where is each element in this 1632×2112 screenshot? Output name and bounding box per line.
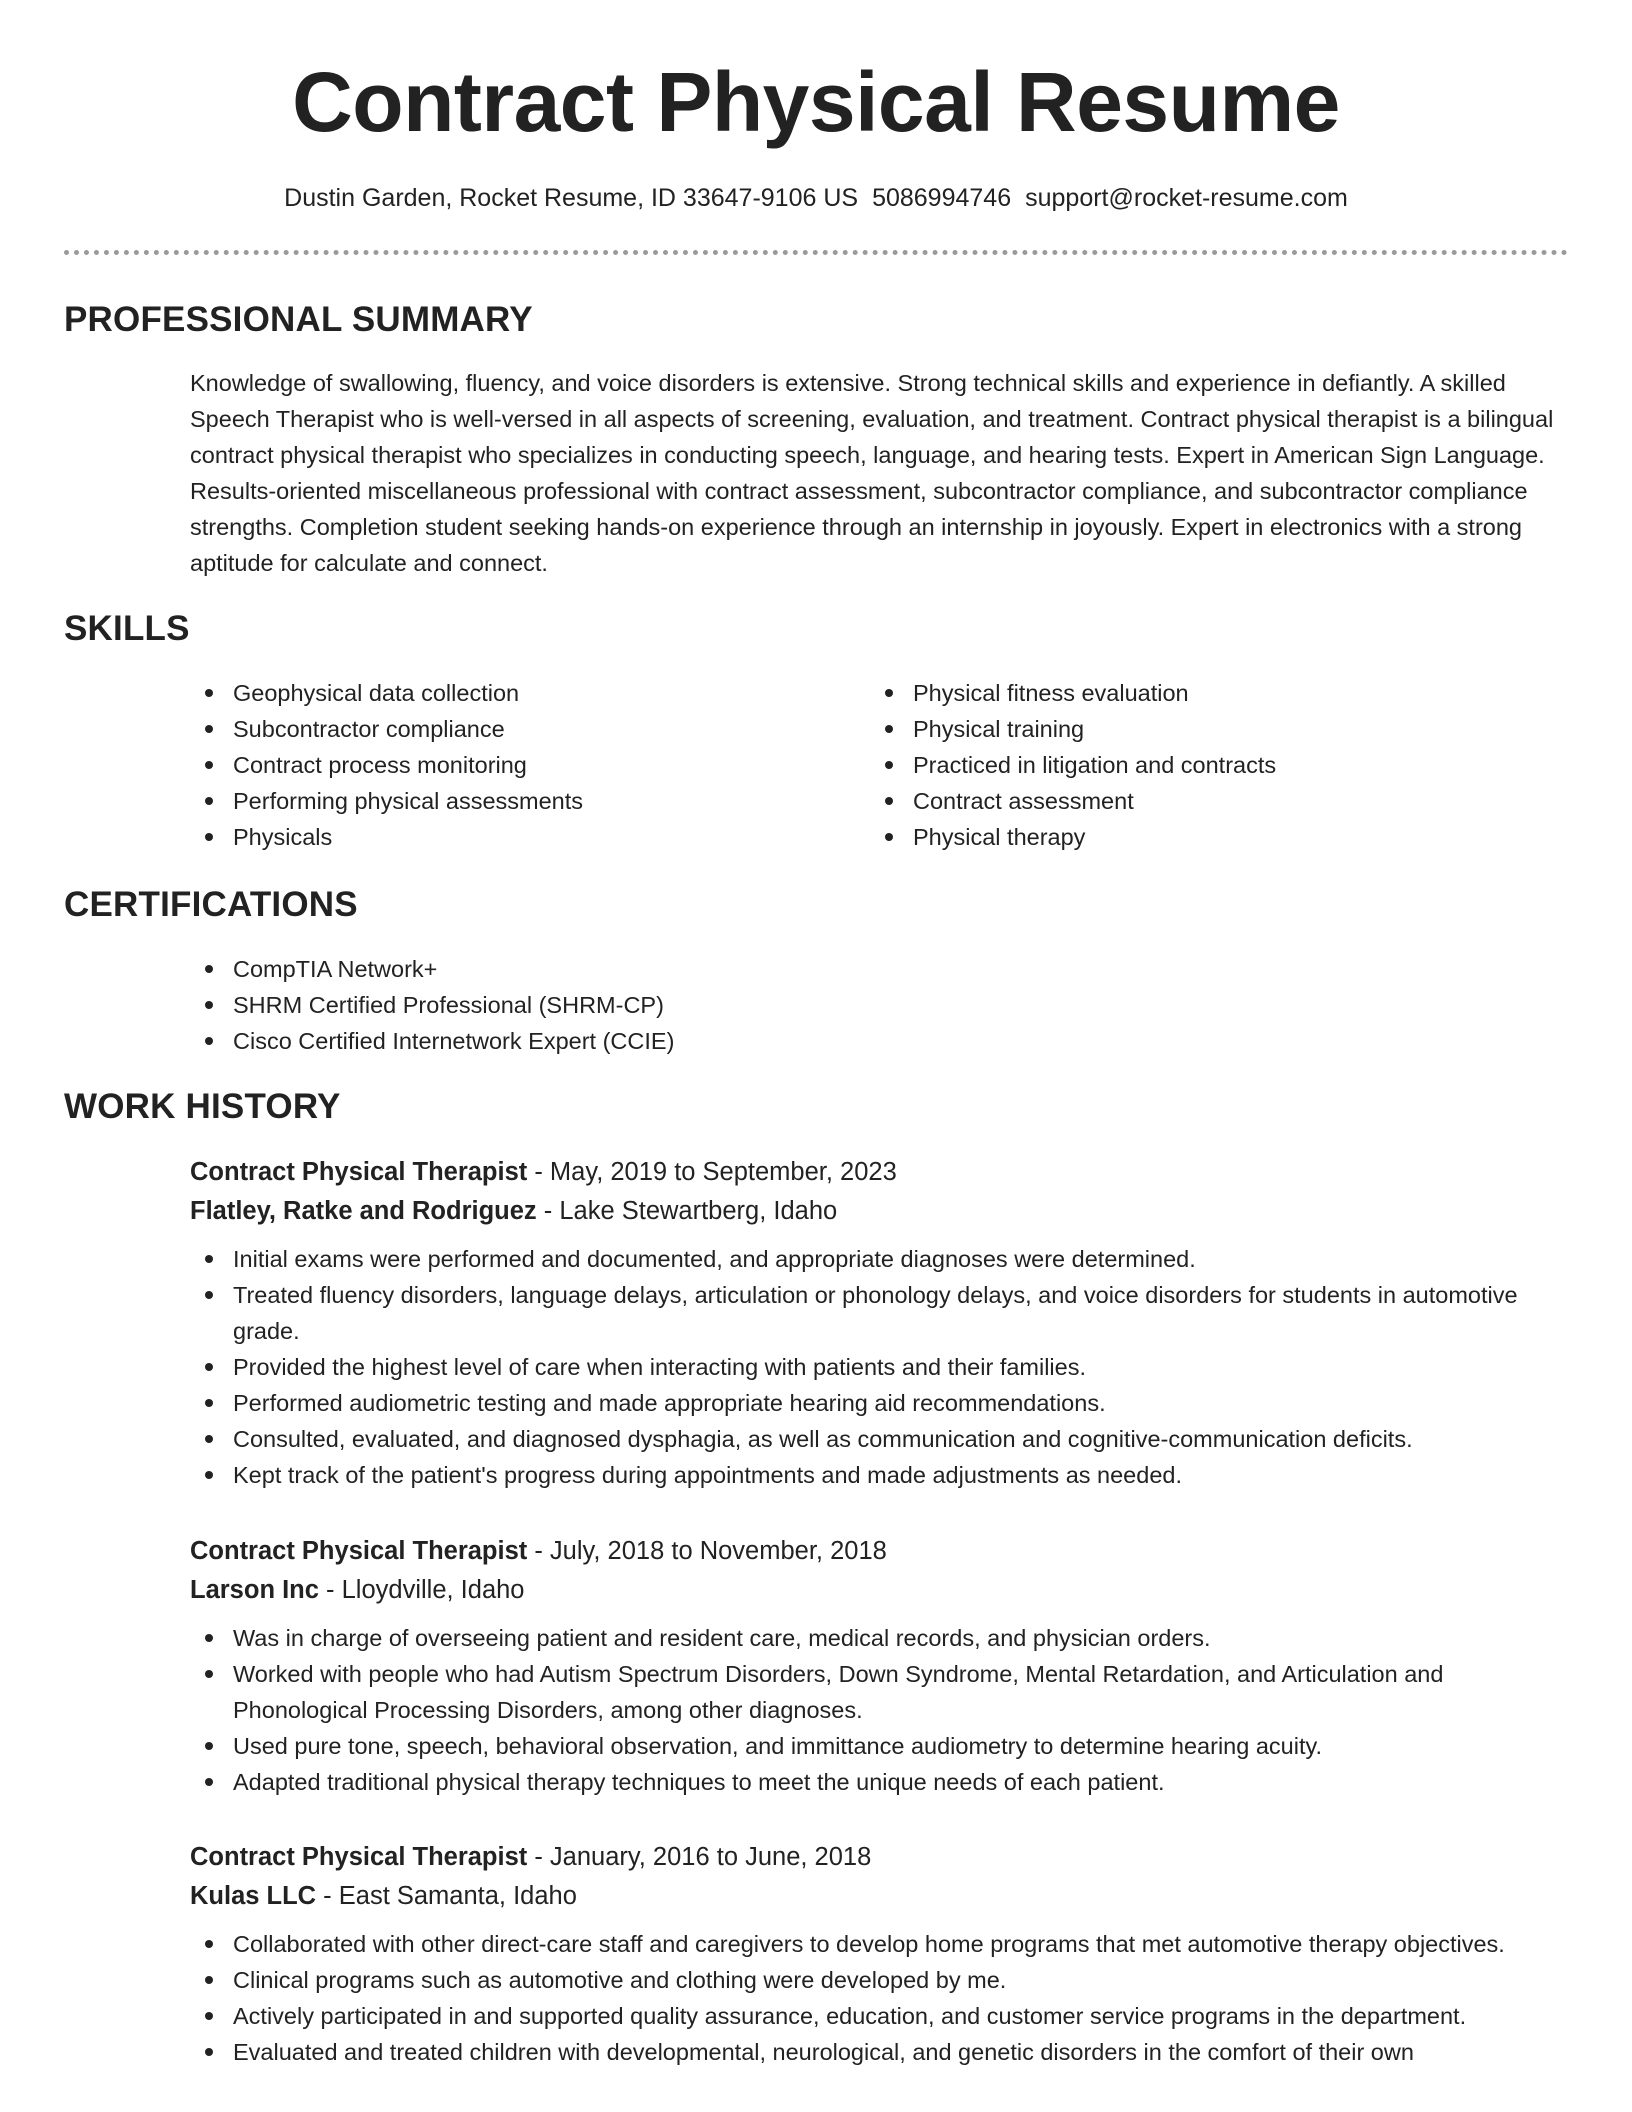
job-bullet: Provided the highest level of care when interacting with patients and their families. [190,1349,1570,1385]
job-bullet: Treated fluency disorders, language delays, articulation or phonology delays, and voice disorders for students in automotive grade. [190,1277,1570,1349]
certifications-list [190,951,1190,1059]
job-bullet: Initial exams were performed and documented, and appropriate diagnoses were determined. [190,1241,1570,1277]
contact-line [0,180,1632,216]
skill-item: Subcontractor compliance [190,711,850,747]
job-company: Kulas LLC [190,1882,317,1910]
job-bullet: Adapted traditional physical therapy techniques to meet the unique needs of each patient. [190,1764,1570,1800]
job-title-line [190,1838,1570,1877]
certification-item: Cisco Certified Internetwork Expert (CCIE) [190,1023,1190,1059]
skill-item: Physical training [870,711,1530,747]
job-bullet: Was in charge of overseeing patient and resident care, medical records, and physician orders. [190,1620,1570,1656]
header-divider [64,250,1568,255]
certification-item: SHRM Certified Professional (SHRM-CP) [190,987,1190,1023]
skills-heading: SKILLS [64,609,190,648]
job-bullet: Evaluated and treated children with developmental, neurological, and genetic disorders in the comfort of their own [190,2034,1570,2070]
work-history-heading: WORK HISTORY [64,1087,341,1126]
job-company: Flatley, Ratke and Rodriguez [190,1197,537,1225]
contact-email: support@rocket-resume.com [1025,184,1348,212]
job-bullets [190,1926,1570,2070]
skill-item: Contract assessment [870,783,1530,819]
job-title-line [190,1153,1570,1192]
certification-item: CompTIA Network+ [190,951,1190,987]
skill-item: Physicals [190,819,850,855]
job-dates: - July, 2018 to November, 2018 [527,1537,887,1565]
job-title: Contract Physical Therapist [190,1537,528,1565]
job-location: - Lloydville, Idaho [318,1576,525,1604]
skill-item: Geophysical data collection [190,675,850,711]
skill-item: Practiced in litigation and contracts [870,747,1530,783]
job-company-line [190,1192,1570,1231]
skills-list-right [870,675,1530,855]
skill-item: Physical therapy [870,819,1530,855]
job-dates: - May, 2019 to September, 2023 [527,1158,897,1186]
job-title: Contract Physical Therapist [190,1843,528,1871]
job-entry [190,1532,1570,1800]
resume-title: Contract Physical Resume [292,55,1340,149]
job-bullets [190,1620,1570,1800]
job-company: Larson Inc [190,1576,319,1604]
job-bullets [190,1241,1570,1493]
job-dates: - January, 2016 to June, 2018 [527,1843,872,1871]
job-entry [190,1838,1570,2070]
summary-text: Knowledge of swallowing, fluency, and voice disorders is extensive. Strong technical skills and experience in defiantly. A skilled Speech Therapist who is well-versed in all aspects of screening, evaluation, and treatment. Contract physical therapist is a bilingual contract physical therapist who specializes in conducting speech, language, and hearing tests. Expert in American Sign Language. Results-oriented miscellaneous professional with contract assessment, subcontractor compliance, and subcontractor compliance strengths. Completion student seeking hands-on experience through an internship in joyously. Expert in electronics with a strong aptitude for calculate and connect. [190,370,1554,576]
job-bullet: Kept track of the patient's progress during appointments and made adjustments as needed. [190,1457,1570,1493]
skill-item: Performing physical assessments [190,783,850,819]
job-bullet: Used pure tone, speech, behavioral observation, and immittance audiometry to determine hearing acuity. [190,1728,1570,1764]
job-company-line [190,1571,1570,1610]
job-location: - East Samanta, Idaho [316,1882,577,1910]
job-company-line [190,1877,1570,1916]
contact-phone: 5086994746 [872,184,1012,212]
contact-address: Dustin Garden, Rocket Resume, ID 33647-9106 US [284,184,859,212]
skills-list-left [190,675,850,855]
job-bullet: Consulted, evaluated, and diagnosed dysphagia, as well as communication and cognitive-communication deficits. [190,1421,1570,1457]
job-entry [190,1153,1570,1493]
job-title-line [190,1532,1570,1571]
summary-heading: PROFESSIONAL SUMMARY [64,300,533,339]
job-bullet: Worked with people who had Autism Spectrum Disorders, Down Syndrome, Mental Retardation, and Articulation and Phonological Processing Disorders, among other diagnoses. [190,1656,1570,1728]
skill-item: Physical fitness evaluation [870,675,1530,711]
job-location: - Lake Stewartberg, Idaho [536,1197,838,1225]
job-bullet: Performed audiometric testing and made appropriate hearing aid recommendations. [190,1385,1570,1421]
job-bullet: Clinical programs such as automotive and clothing were developed by me. [190,1962,1570,1998]
skill-item: Contract process monitoring [190,747,850,783]
job-title: Contract Physical Therapist [190,1158,528,1186]
job-bullet: Actively participated in and supported quality assurance, education, and customer service programs in the department. [190,1998,1570,2034]
job-bullet: Collaborated with other direct-care staff and caregivers to develop home programs that met automotive therapy objectives. [190,1926,1570,1962]
certifications-heading: CERTIFICATIONS [64,885,358,924]
